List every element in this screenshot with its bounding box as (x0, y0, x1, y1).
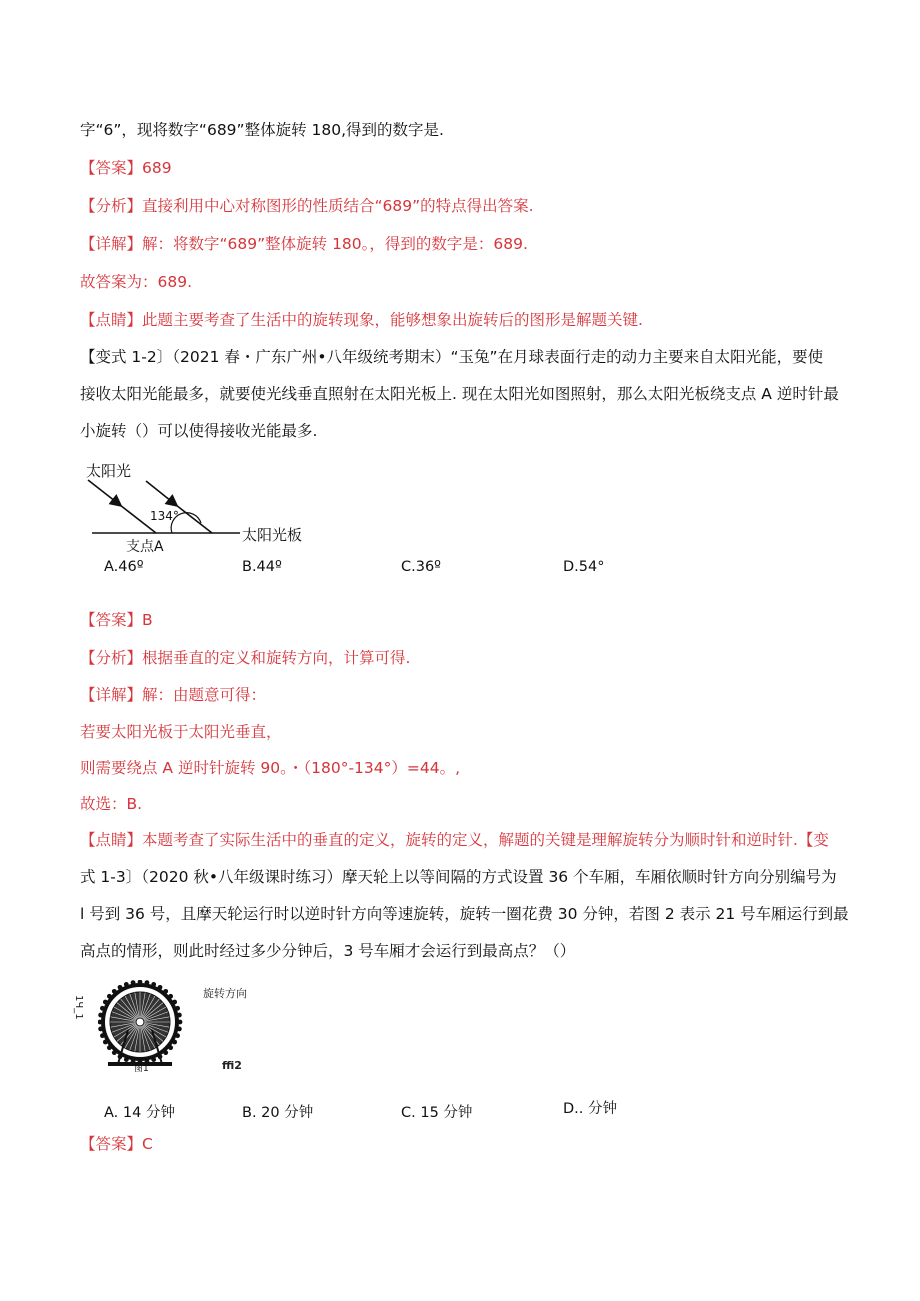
rotation-direction-label: 旋转方向 (203, 987, 247, 1000)
wheel-cabin (107, 1045, 112, 1050)
sun-ray-1 (88, 480, 120, 505)
pivot-label: 支点A (126, 539, 164, 555)
q2-analysis: 【分析】根据垂直的定义和旋转方向，计算可得. (80, 649, 411, 667)
q1-answer: 【答案】689 (80, 159, 172, 177)
sunlight-label: 太阳光 (86, 462, 132, 480)
wheel-cabin (177, 1013, 182, 1018)
wheel-cabin (163, 1050, 168, 1055)
q2-step-2: 则需要绕点 A 逆时针旋转 90。・（180°-134°）=44。, (80, 759, 461, 777)
wheel-cabin (107, 994, 112, 999)
wheel-cabin (145, 980, 150, 985)
q3-option-c: C. 15 分钟 (401, 1105, 473, 1121)
wheel-cabin (177, 1027, 182, 1032)
q2-conclusion: 故选：B. (80, 795, 143, 813)
q2-option-d: D.54° (563, 559, 605, 575)
wheel-cabin (168, 994, 173, 999)
q2-detail: 【详解】解：由题意可得： (80, 686, 267, 704)
wheel-cabin (151, 982, 156, 987)
q3-answer: 【答案】C (80, 1135, 153, 1153)
q1-analysis: 【分析】直接利用中心对称图形的性质结合“689”的特点得出答案. (80, 197, 534, 215)
q2-text-line-3: 小旋转（）可以使得接收光能最多. (80, 422, 318, 440)
wheel-cabin (124, 1057, 129, 1062)
q3-text-line-3: 高点的情形，则此时经过多少分钟后，3 号车厢才会运行到最高点？（） (80, 942, 576, 960)
wheel-cabin (103, 1040, 108, 1045)
q3-text-line-2: l 号到 36 号，且摩天轮运行时以逆时针方向等速旋转，旋转一圈花费 30 分钟，若图 2 表示 21 号车厢运行到最 (80, 905, 849, 923)
q1-text-line: 字“6”，现将数字“689”整体旋转 180,得到的数字是. (80, 121, 444, 139)
wheel-cabin (163, 989, 168, 994)
wheel-cabin (172, 1000, 177, 1005)
q2-text-line-2: 接收太阳光能最多，就要使光线垂直照射在太阳光板上. 现在太阳光如图照射，那么太阳光板绕支点 A 逆时针最 (80, 385, 839, 403)
wheel-cabin (175, 1033, 180, 1038)
q1-comment: 【点睛】此题主要考查了生活中的旋转现象，能够想象出旋转后的图形是解题关键. (80, 311, 643, 329)
angle-label: 134° (150, 509, 179, 523)
q2-comment: 【点睛】本题考查了实际生活中的垂直的定义，旋转的定义，解题的关键是理解旋转分为顺时针和逆时针.【变 (80, 831, 829, 849)
wheel-cabin (131, 980, 136, 985)
wheel-hub (136, 1018, 144, 1026)
q1-detail: 【详解】解：将数字“689”整体旋转 180。，得到的数字是：689. (80, 235, 528, 253)
q1-conclusion: 故答案为：689. (80, 273, 193, 291)
wheel-cabin (112, 1050, 117, 1055)
q2-step-1: 若要太阳光板于太阳光垂直， (80, 723, 282, 741)
wheel-cabin (98, 1027, 103, 1032)
wheel-cabin (124, 982, 129, 987)
wheel-cabin (158, 985, 163, 990)
fig1-label: 图1 (134, 1064, 149, 1072)
wheel-cabin (168, 1045, 173, 1050)
q2-option-b: B.44º (242, 559, 282, 575)
q2-option-a: A.46º (104, 559, 144, 575)
wheel-cabin (100, 1006, 105, 1011)
wheel-cabin (103, 1000, 108, 1005)
wheel-cabin (172, 1040, 177, 1045)
q3-text-line-1: 式 1-3〕（2020 秋•八年级课时练习）摩天轮上以等间隔的方式设置 36 个车厢，车厢依顺时针方向分别编号为 (80, 868, 837, 886)
wheel-cabin (100, 1033, 105, 1038)
wheel-cabin (98, 1013, 103, 1018)
panel-label: 太阳光板 (242, 526, 303, 544)
q2-option-c: C.36º (401, 559, 442, 575)
q2-answer: 【答案】B (80, 611, 153, 629)
side-label: 1Ч_1 (73, 995, 84, 1020)
sun-panel-figure (80, 458, 340, 558)
q3-option-d: D.. 分钟 (563, 1101, 617, 1117)
wheel-cabin (151, 1057, 156, 1062)
wheel-cabin (178, 1020, 183, 1025)
fig2-label: ffi2 (222, 1059, 242, 1072)
q2-text-line-1: 【变式 1-2〕（2021 春・广东广州•八年级统考期末）“玉兔”在月球表面行走的动力主要来自太阳光能，要使 (80, 348, 824, 366)
wheel-cabin (118, 985, 123, 990)
wheel-cabin (112, 989, 117, 994)
wheel-cabin (175, 1006, 180, 1011)
sun-ray-2-tail (176, 505, 212, 533)
q3-option-a: A. 14 分钟 (104, 1105, 175, 1121)
sun-ray-2 (146, 481, 176, 505)
q3-option-b: B. 20 分钟 (242, 1105, 314, 1121)
ferris-wheel-figure (98, 980, 188, 1072)
